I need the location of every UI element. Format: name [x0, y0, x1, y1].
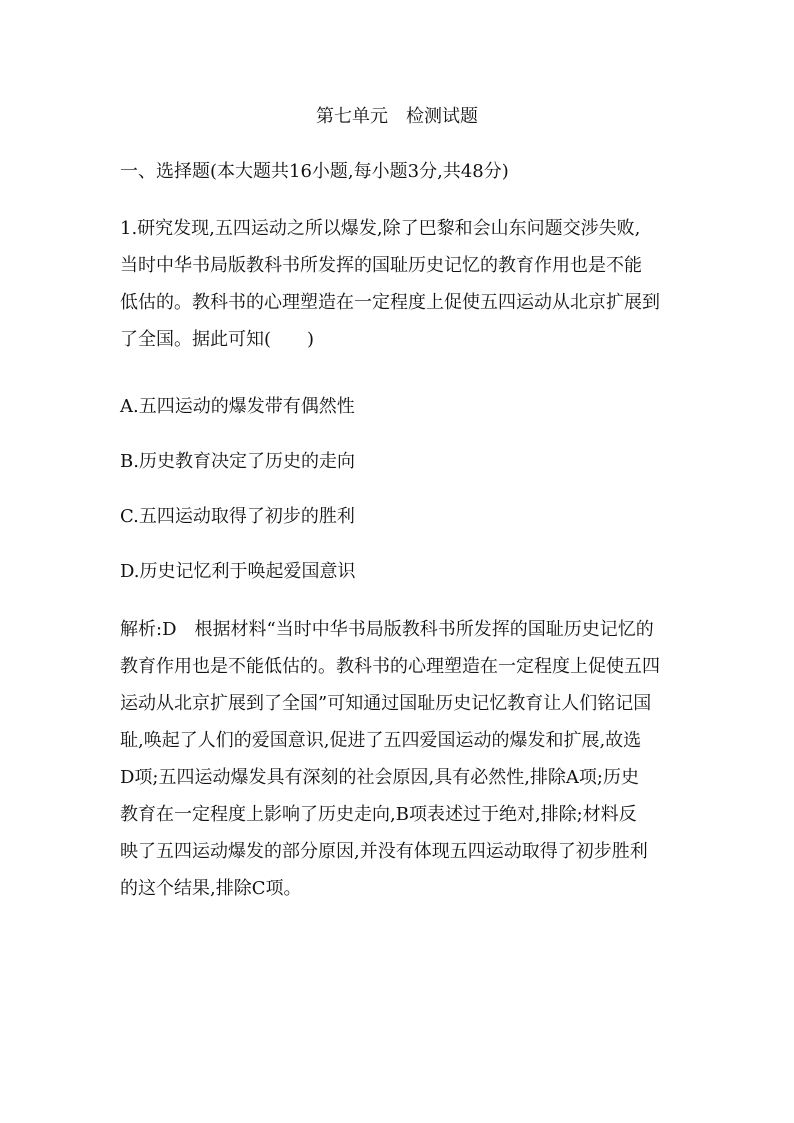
question-line: 低估的。教科书的心理塑造在一定程度上促使五四运动从北京扩展到: [120, 292, 660, 313]
analysis-line: 教育作用也是不能低估的。教科书的心理塑造在一定程度上促使五四: [120, 656, 660, 677]
analysis-line: 耻,唤起了人们的爱国意识,促进了五四爱国运动的爆发和扩展,故选: [120, 730, 642, 751]
option-b: B.历史教育决定了历史的走向: [120, 451, 355, 472]
analysis-line: 的这个结果,排除C项。: [120, 878, 302, 899]
question-stem: [120, 210, 680, 358]
question-line: 了全国。据此可知( ): [120, 329, 315, 350]
analysis-line: 映了五四运动爆发的部分原因,并没有体现五四运动取得了初步胜利: [120, 841, 648, 862]
analysis-line: 解析:D 根据材料“当时中华书局版教科书所发挥的国耻历史记忆的: [120, 619, 654, 640]
option-a: A.五四运动的爆发带有偶然性: [120, 396, 355, 417]
analysis-line: D项;五四运动爆发具有深刻的社会原因,具有必然性,排除A项;历史: [120, 767, 640, 788]
option-d: D.历史记忆利于唤起爱国意识: [120, 561, 356, 582]
question-line: 当时中华书局版教科书所发挥的国耻历史记忆的教育作用也是不能: [120, 255, 642, 276]
page-title: 第七单元 检测试题: [316, 106, 478, 127]
option-c: C.五四运动取得了初步的胜利: [120, 506, 355, 527]
question-line: 1.研究发现,五四运动之所以爆发,除了巴黎和会山东问题交涉失败,: [120, 218, 641, 239]
analysis-block: [120, 611, 680, 907]
analysis-line: 运动从北京扩展到了全国”可知通过国耻历史记忆教育让人们铭记国: [120, 693, 652, 714]
analysis-line: 教育在一定程度上影响了历史走向,B项表述过于绝对,排除;材料反: [120, 804, 637, 825]
section-heading: 一、选择题(本大题共16小题,每小题3分,共48分): [120, 161, 509, 182]
